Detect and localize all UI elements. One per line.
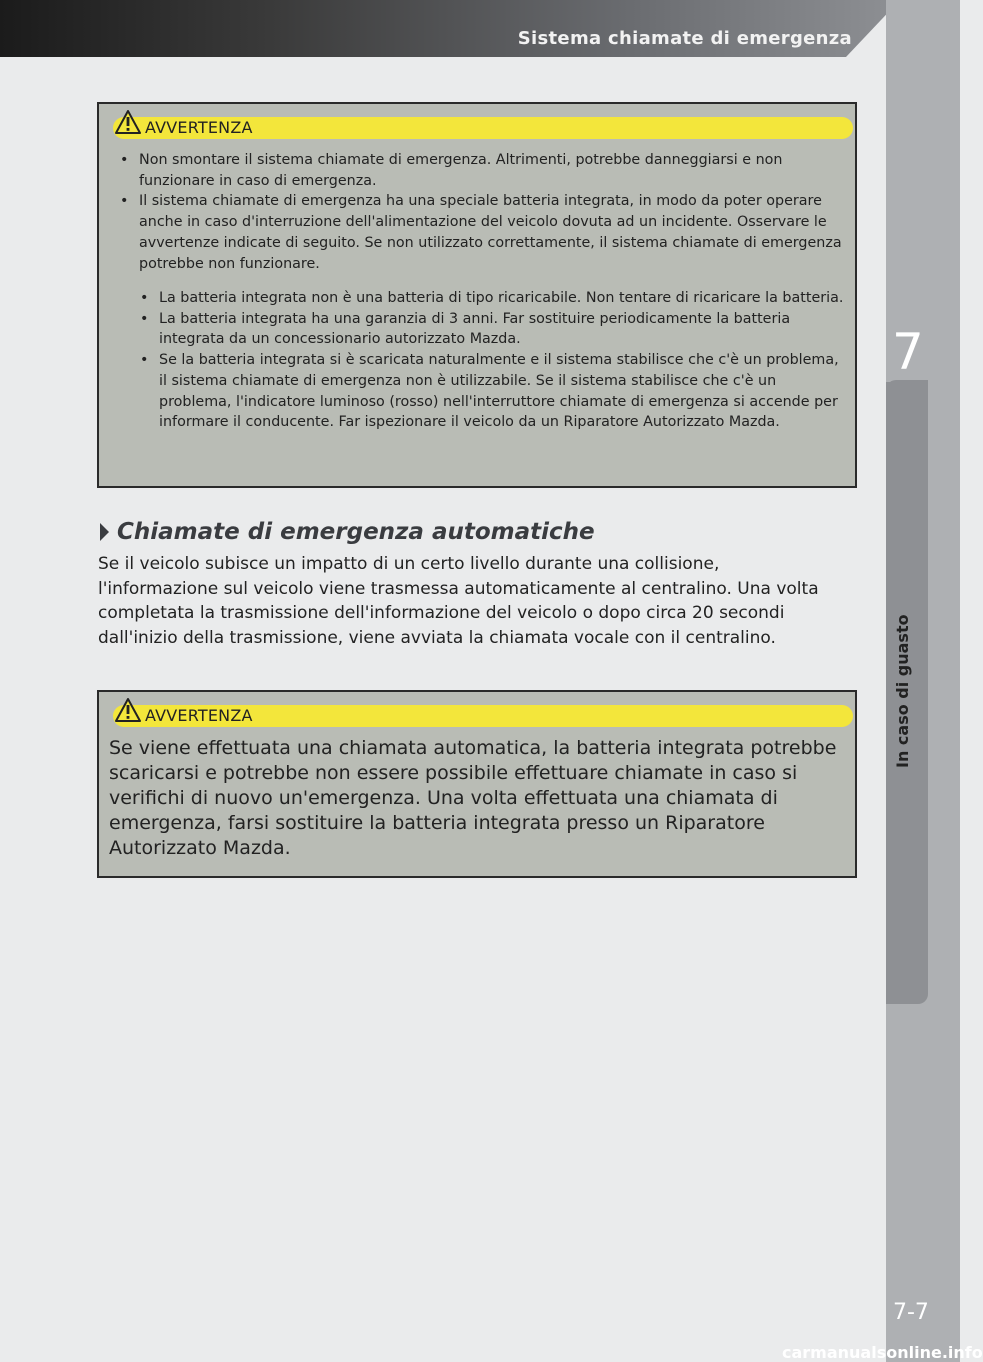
list-item: • Il sistema chiamate di emergenza ha una speciale batteria integrata, in modo da poter operare anche in caso d'interruzione dell'alimentazione del veicolo dovuta ad un incidente. Osservare le avvertenze indicate di seguito. Se non utilizzato correttamente, il sistema chiamate di emergenza potrebbe non funzionare. — [117, 191, 845, 274]
warning-box-1 — [97, 102, 857, 488]
section-marker-icon — [100, 523, 109, 541]
warning-title: AVVERTENZA — [145, 706, 253, 725]
list-item: • Se la batteria integrata si è scaricata naturalmente e il sistema stabilisce che c'è un problema, il sistema chiamate di emergenza non è utilizzabile. Se il sistema stabilisce che c'è un problema, l'indicatore luminoso (rosso) nell'interruttore chiamate di emergenza si accende per informare il conducente. Far ispezionare il veicolo da un Riparatore Autorizzato Mazda. — [137, 350, 845, 433]
chapter-number: 7 — [892, 323, 924, 381]
warning-text: Se viene effettuata una chiamata automatica, la batteria integrata potrebbe scaricarsi e potrebbe non essere possibile effettuare chiamate in caso si verifichi di nuovo un'emergenza. Una volta effettuata una chiamata di emergenza, farsi sostituire la batteria integrata presso un Riparatore Autorizzato Mazda. — [109, 737, 837, 859]
list-item: • La batteria integrata non è una batteria di tipo ricaricabile. Non tentare di ricaricare la batteria. — [137, 288, 845, 309]
watermark: carmanualsonline.info — [782, 1343, 983, 1362]
section-heading — [100, 519, 595, 545]
warning-box-2 — [97, 690, 857, 878]
warning-triangle-icon — [114, 109, 142, 139]
warning-sublist — [137, 288, 845, 433]
warning-title: AVVERTENZA — [145, 118, 253, 137]
page-number: 7-7 — [893, 1300, 929, 1325]
warning-triangle-icon — [114, 697, 142, 727]
list-item: • La batteria integrata ha una garanzia di 3 anni. Far sostituire periodicamente la batteria integrata da un concessionario autorizzato Mazda. — [137, 309, 845, 350]
section-heading-text: Chiamate di emergenza automatiche — [117, 519, 595, 545]
page-header-title: Sistema chiamate di emergenza — [517, 28, 852, 49]
list-item: • Non smontare il sistema chiamate di emergenza. Altrimenti, potrebbe danneggiarsi e non funzionare in caso di emergenza. — [117, 150, 845, 191]
warning-list — [117, 150, 845, 274]
chapter-label: In caso di guasto — [893, 614, 912, 768]
section-body: Se il veicolo subisce un impatto di un certo livello durante una collisione, l'informazione sul veicolo viene trasmessa automaticamente al centralino. Una volta completata la trasmissione dell'informazione del veicolo o dopo circa 20 secondi dall'inizio della trasmissione, viene avviata la chiamata vocale con il centralino. — [98, 554, 819, 649]
